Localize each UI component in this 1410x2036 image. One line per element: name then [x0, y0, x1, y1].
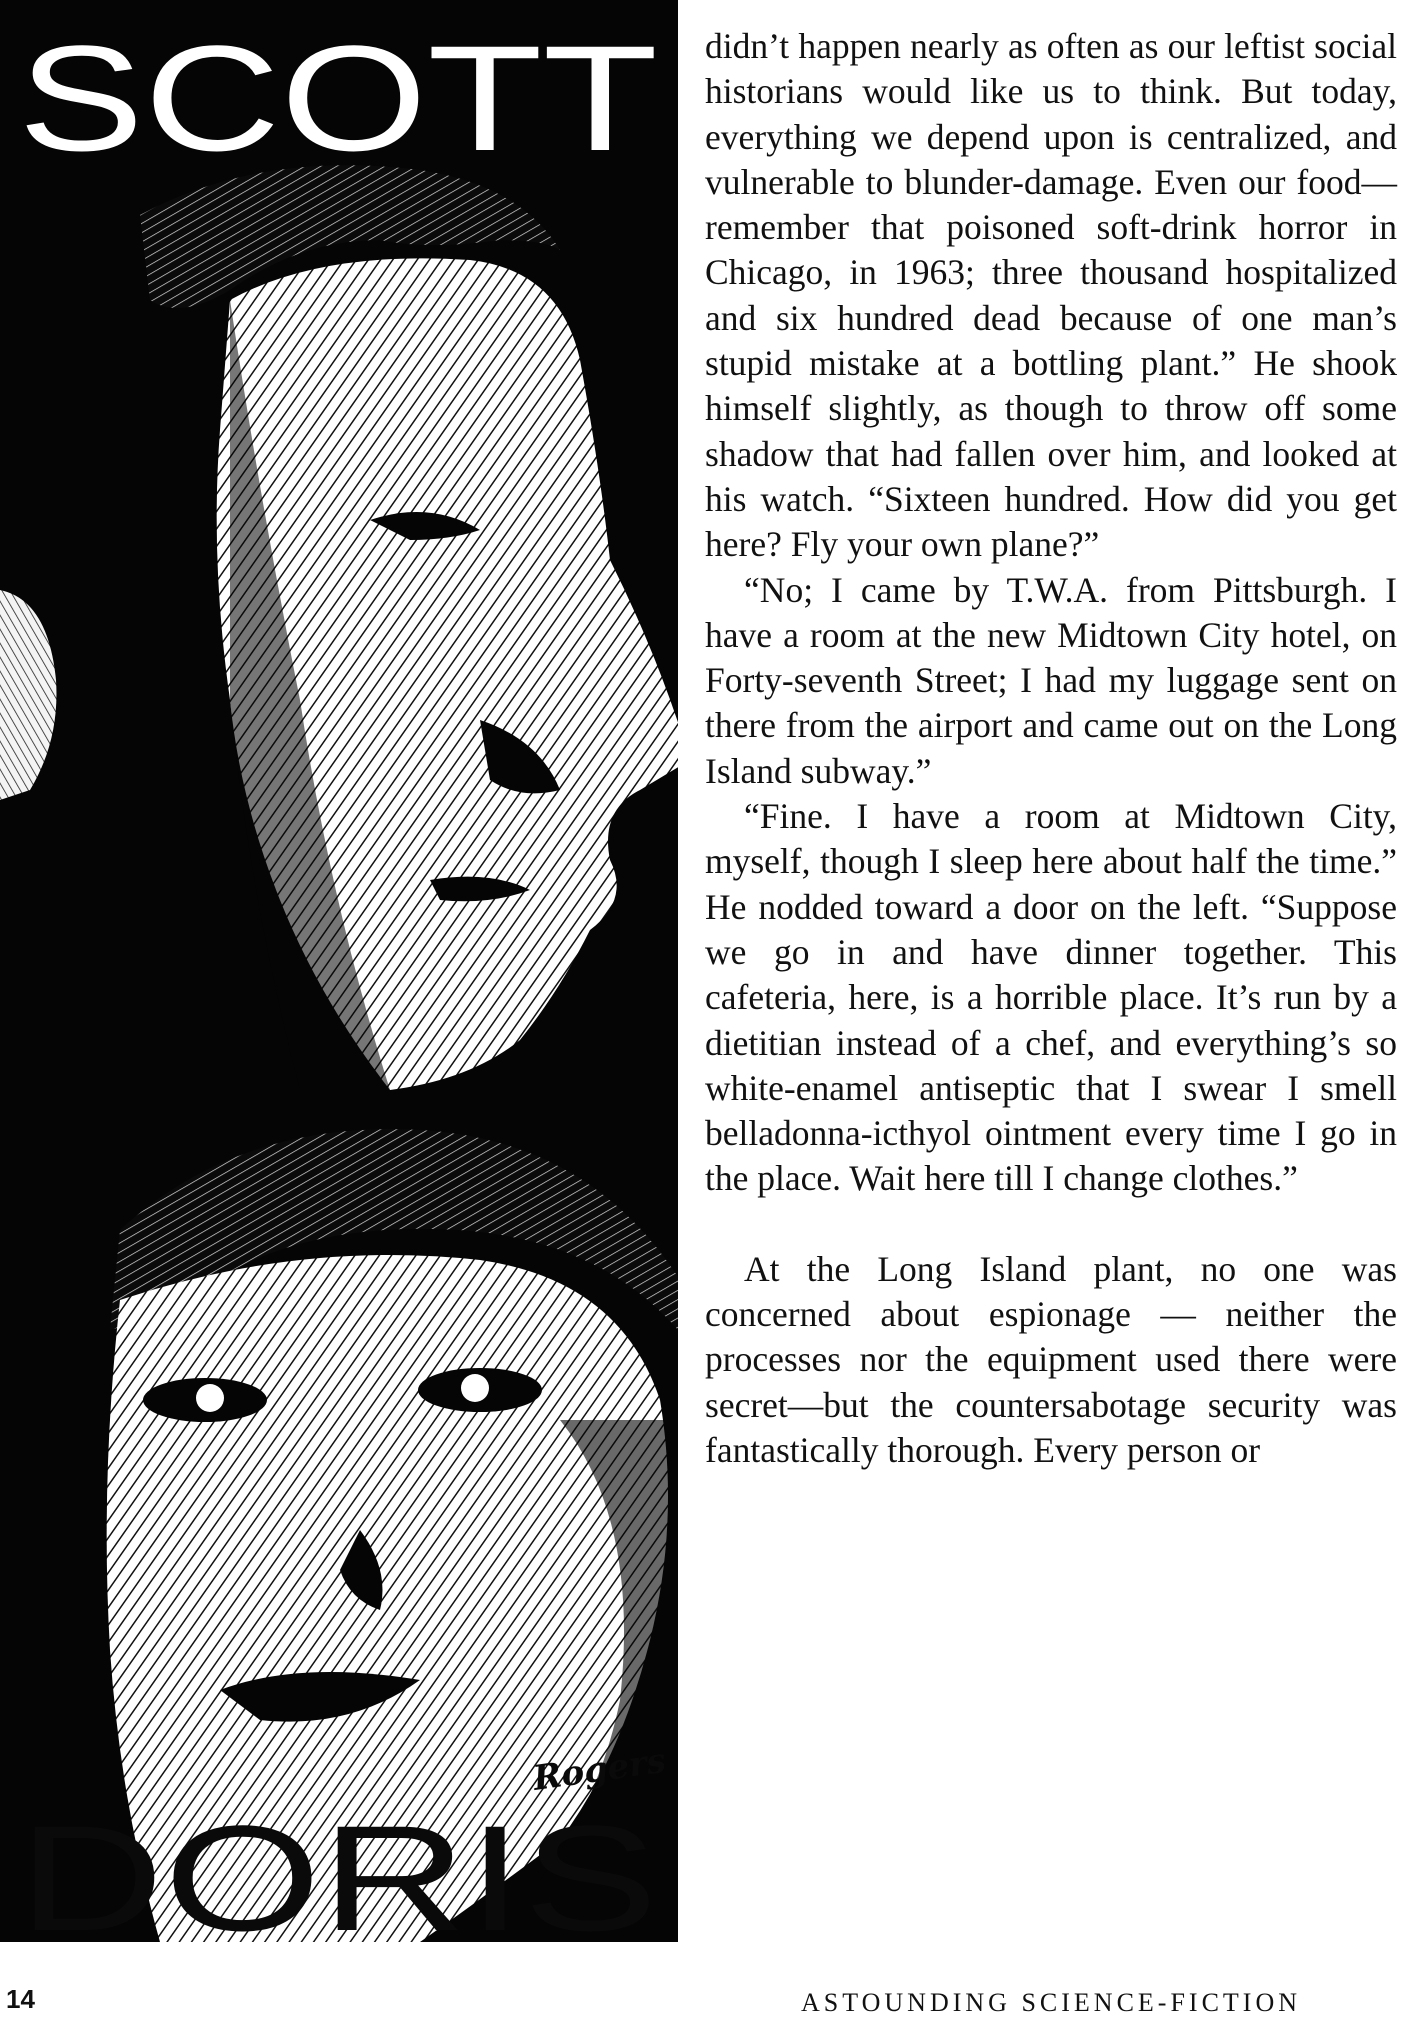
paragraph-1: didn’t happen nearly as often as our leftist social historians would like us to think. But today, everything we depend upon is centralized, and vulnerable to blunder-damage. Even our food—remember that poisoned soft-drink horror in Chicago, in 1963; three thousand hospitalized and six hundred dead because of one man’s stupid mistake at a bottling plant.” He shook himself slightly, as though to throw off some shadow that had fallen over him, and looked at his watch. “Sixteen hundred. How did you get here? Fly your own plane?” [705, 26, 1397, 565]
story-text-column [705, 24, 1397, 1473]
illustration-artwork [0, 0, 678, 1942]
paragraph-3: “Fine. I have a room at Midtown City, myself, though I sleep here about half the time.” He nodded toward a door on the left. “Suppose we go in and have dinner together. This cafeteria, here, is a horrible place. It’s run by a dietitian instead of a chef, and everything’s so white-enamel antiseptic that I swear I smell belladonna-icthyol ointment every time I go in the place. Wait here till I change clothes.” [705, 796, 1397, 1199]
running-footer-title: ASTOUNDING SCIENCE-FICTION [800, 1988, 1302, 2017]
page-number: 14 [6, 1984, 35, 2014]
paragraph-2: “No; I came by T.W.A. from Pittsburgh. I have a room at the new Midtown City hotel, on Forty-seventh Street; I had my luggage sent on there from the airport and came out on the Long Island subway.” [705, 569, 1397, 791]
story-illustration [0, 0, 678, 1942]
paragraph-4: At the Long Island plant, no one was concerned about espionage — neither the processes nor the equipment used there were secret—but the countersabotage security was fantastically thorough. Every person or [705, 1248, 1397, 1470]
bottom-name-label: DORIS [18, 1794, 658, 1942]
artist-signature: Rogers [530, 1740, 669, 1799]
top-name-label: SCOTT [18, 14, 658, 182]
woman-right-pupil-highlight [461, 1374, 489, 1402]
woman-left-pupil-highlight [196, 1384, 224, 1412]
